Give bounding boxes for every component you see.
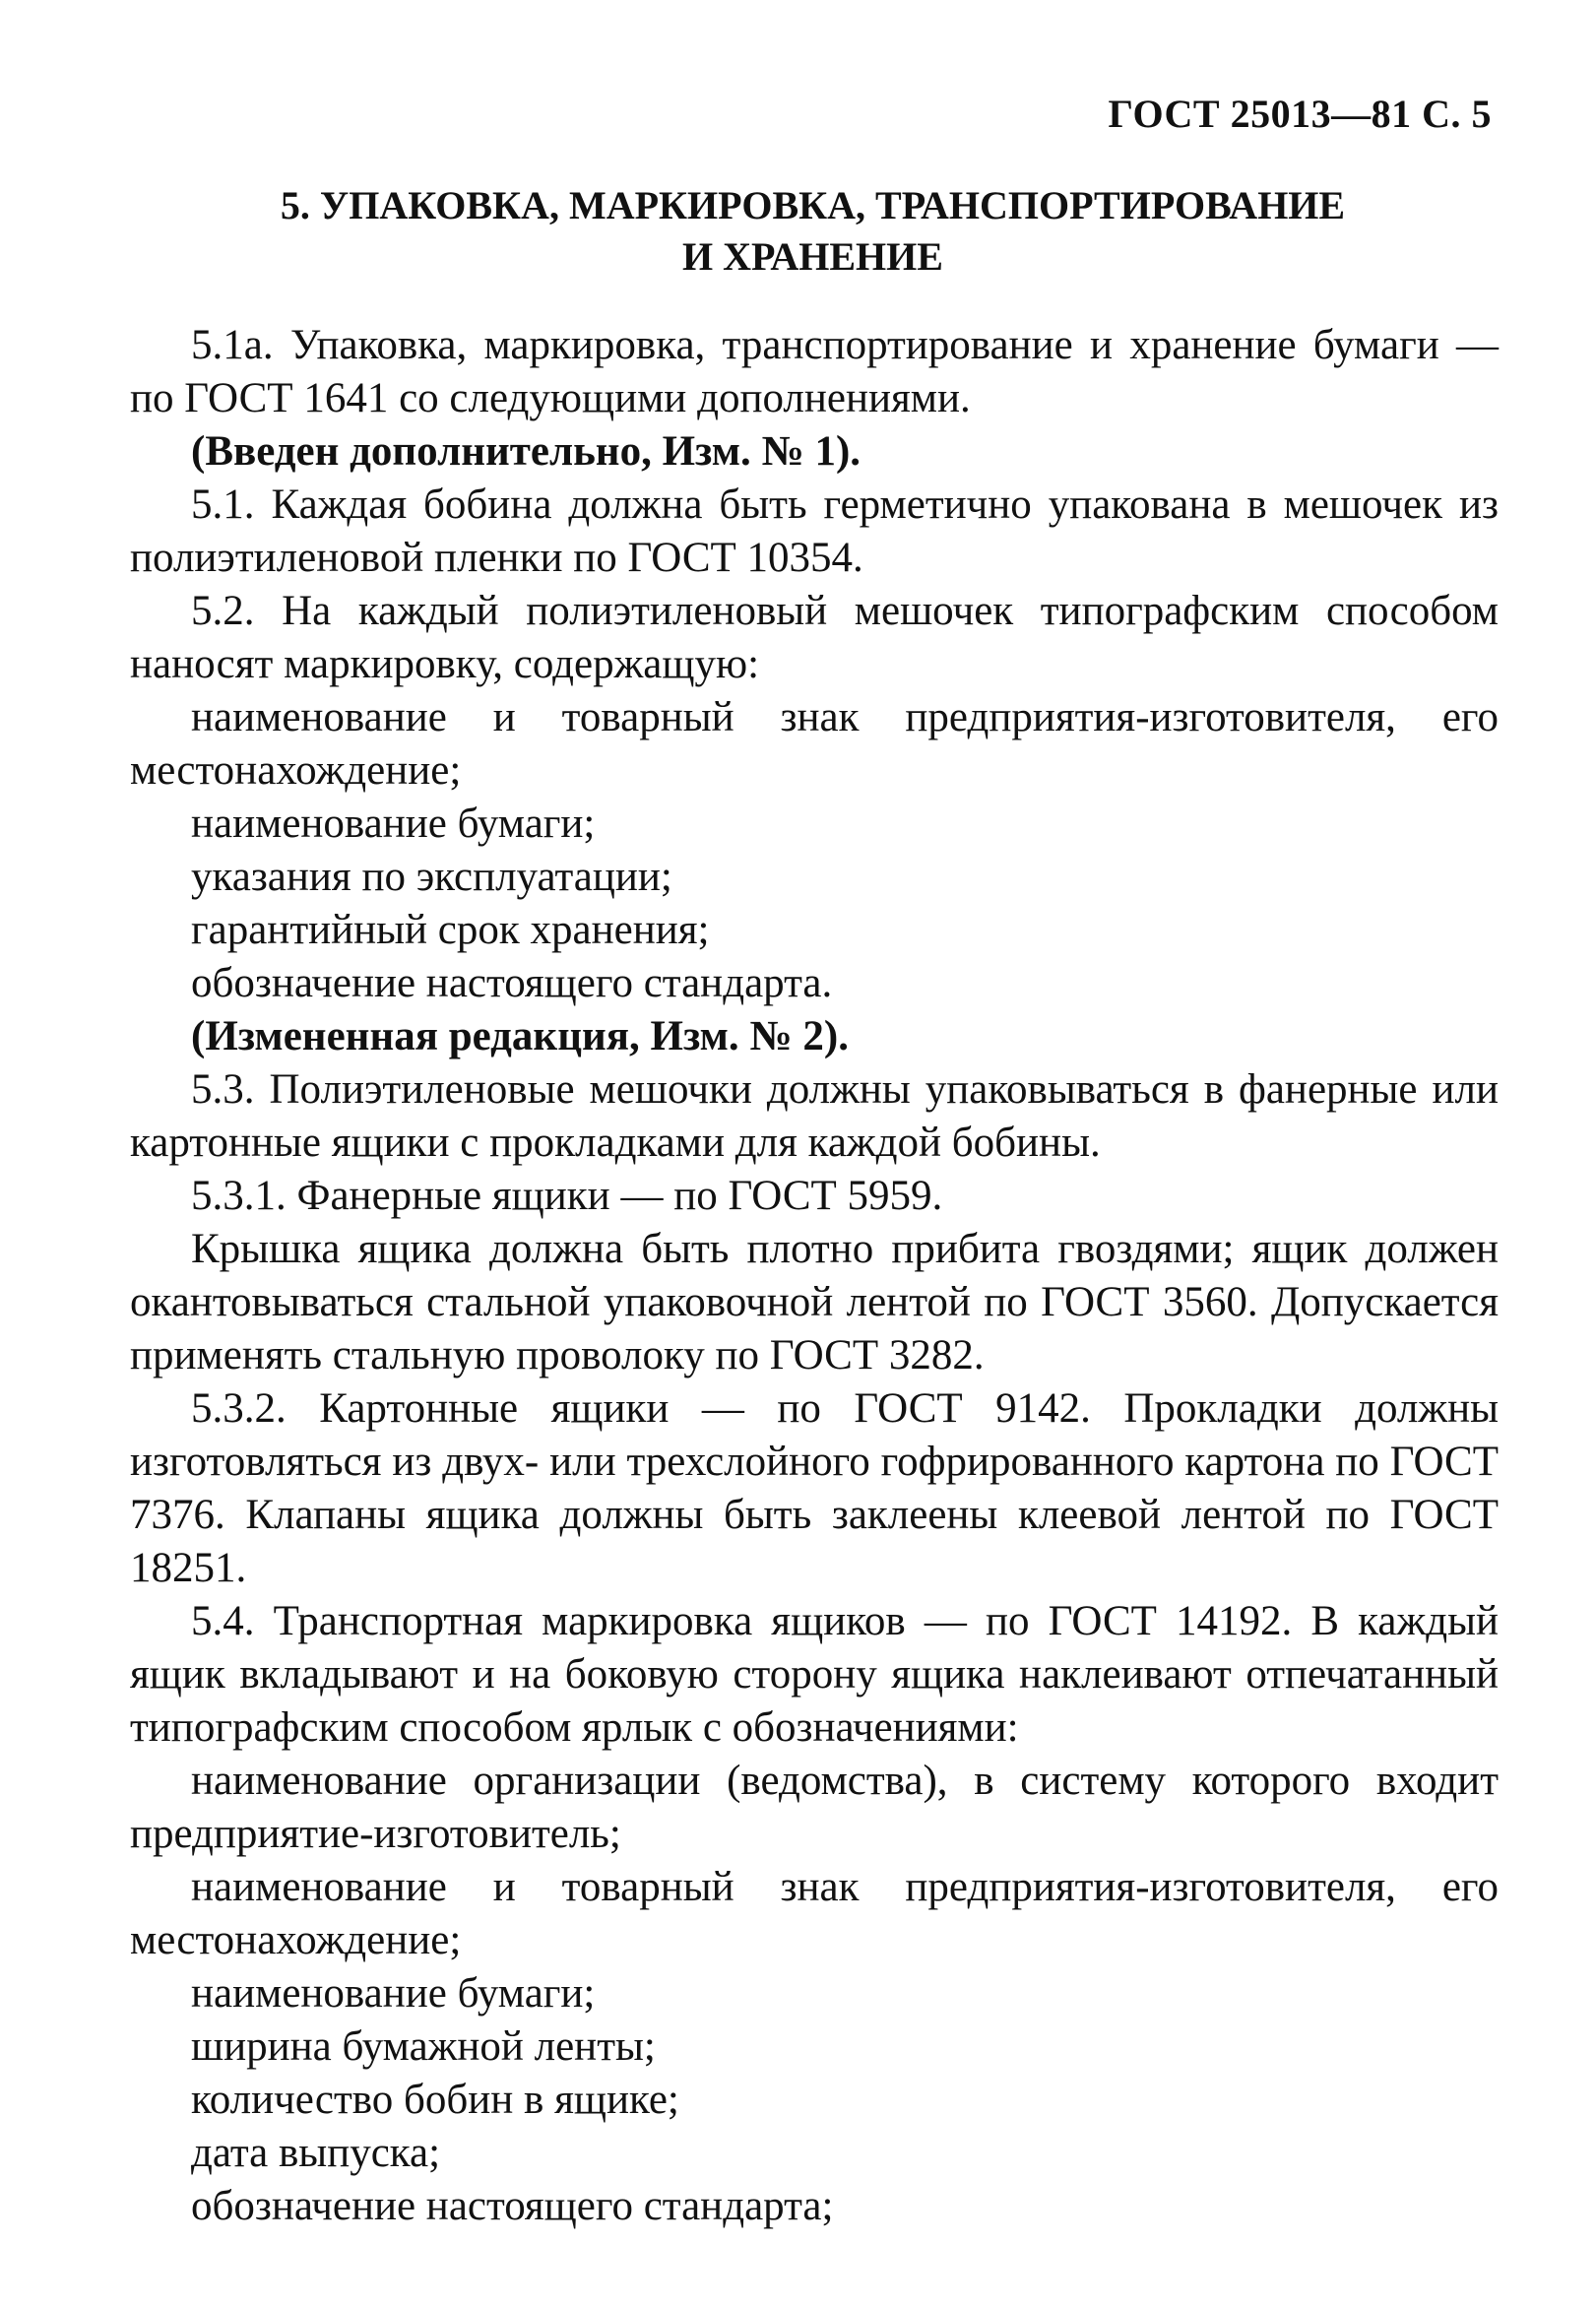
paragraph-5-3-2: 5.3.2. Картонные ящики — по ГОСТ 9142. Прокладки должны изготовляться из двух- или трехслойного гофрированного картона по ГОСТ 7376. Клапаны ящика должны быть заклеены клеевой лентой по ГОСТ 18251. — [130, 1385, 1499, 1591]
paragraph-5-1: 5.1. Каждая бобина должна быть герметично упакована в мешочек из полиэтиленовой пленки по ГОСТ 10354. — [130, 481, 1499, 581]
paragraph-5-3-1: 5.3.1. Фанерные ящики — по ГОСТ 5959. — [191, 1173, 943, 1219]
list-item: наименование и товарный знак предприятия-изготовителя, его местонахождение; — [130, 1864, 1499, 1963]
list-item: наименование и товарный знак предприятия-изготовителя, его местонахождение; — [130, 694, 1499, 794]
amendment-note-2: (Измененная редакция, Изм. № 2). — [191, 1013, 849, 1059]
list-item: гарантийный срок хранения; — [191, 907, 710, 953]
document-body — [130, 319, 1499, 2233]
paragraph-5-4: 5.4. Транспортная маркировка ящиков — по ГОСТ 14192. В каждый ящик вкладывают и на боковую сторону ящика наклеивают отпечатанный типографским способом ярлык с обозначениями: — [130, 1598, 1499, 1751]
list-item: обозначение настоящего стандарта; — [191, 2183, 834, 2229]
section-title — [128, 180, 1498, 283]
list-item: ширина бумажной ленты; — [191, 2023, 656, 2070]
list-item: обозначение настоящего стандарта. — [191, 960, 833, 1006]
paragraph-5-1a: 5.1а. Упаковка, маркировка, транспортирование и хранение бумаги — по ГОСТ 1641 со следующими дополнениями. — [130, 322, 1499, 421]
list-item: наименование организации (ведомства), в систему которого входит предприятие-изготовитель; — [130, 1758, 1499, 1857]
list-item: наименование бумаги; — [191, 801, 596, 847]
page-header: ГОСТ 25013—81 С. 5 — [1108, 92, 1492, 136]
list-item: указания по эксплуатации; — [191, 854, 672, 900]
paragraph-5-2: 5.2. На каждый полиэтиленовый мешочек типографским способом наносят маркировку, содержащую: — [130, 588, 1499, 687]
list-item: наименование бумаги; — [191, 1970, 596, 2017]
section-title-line-2: И ХРАНЕНИЕ — [682, 234, 943, 279]
amendment-note-1: (Введен дополнительно, Изм. № 1). — [191, 428, 862, 475]
paragraph-box-lid: Крышка ящика должна быть плотно прибита гвоздями; ящик должен окантовываться стальной упаковочной лентой по ГОСТ 3560. Допускается применять стальную проволоку по ГОСТ 3282. — [130, 1226, 1499, 1378]
paragraph-5-3: 5.3. Полиэтиленовые мешочки должны упаковываться в фанерные или картонные ящики с прокладками для каждой бобины. — [130, 1066, 1499, 1166]
section-title-line-1: 5. УПАКОВКА, МАРКИРОВКА, ТРАНСПОРТИРОВАНИЕ — [280, 183, 1346, 227]
list-item: количество бобин в ящике; — [191, 2077, 679, 2123]
list-item: дата выпуска; — [191, 2130, 441, 2176]
